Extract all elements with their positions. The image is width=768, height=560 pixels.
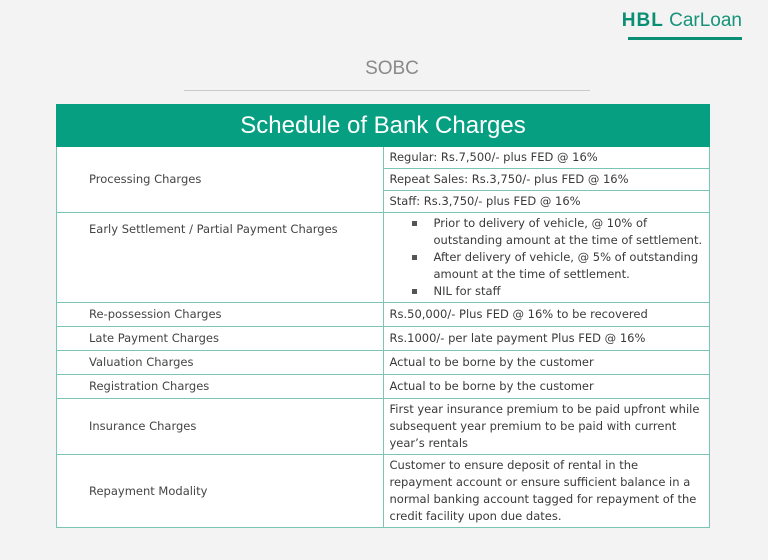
table-header-row <box>57 105 710 147</box>
list-item: NIL for staff <box>412 283 704 300</box>
valuation-label: Valuation Charges <box>57 351 384 375</box>
registration-value: Actual to be borne by the customer <box>383 375 710 399</box>
early-settlement-value <box>383 213 710 303</box>
table-row <box>57 351 710 375</box>
table-title: Schedule of Bank Charges <box>57 105 710 147</box>
late-payment-label: Late Payment Charges <box>57 327 384 351</box>
table-row <box>57 455 710 528</box>
table-row <box>57 213 710 303</box>
insurance-value: First year insurance premium to be paid upfront while subsequent year premium to be paid with current year’s rentals <box>383 399 710 455</box>
brand-hbl: HBL <box>621 10 664 31</box>
processing-staff: Staff: Rs.3,750/- plus FED @ 16% <box>383 191 710 213</box>
table-row <box>57 147 710 169</box>
slide-title: SOBC <box>365 58 419 79</box>
table-row <box>57 327 710 351</box>
brand-carloan: CarLoan <box>669 10 742 31</box>
insurance-label: Insurance Charges <box>57 399 384 455</box>
list-item: After delivery of vehicle, @ 5% of outstanding amount at the time of settlement. <box>412 249 704 283</box>
processing-label: Processing Charges <box>57 147 384 213</box>
repossession-value: Rs.50,000/- Plus FED @ 16% to be recovered <box>383 303 710 327</box>
late-payment-value: Rs.1000/- per late payment Plus FED @ 16% <box>383 327 710 351</box>
title-divider <box>184 90 590 91</box>
repossession-label: Re-possession Charges <box>57 303 384 327</box>
table-row <box>57 375 710 399</box>
repayment-value: Customer to ensure deposit of rental in the repayment account or ensure sufficient balance in a normal banking account tagged for repayment of the credit facility upon due dates. <box>383 455 710 528</box>
charges-table <box>56 104 710 528</box>
list-item: Prior to delivery of vehicle, @ 10% of outstanding amount at the time of settlement. <box>412 215 704 249</box>
early-settlement-list <box>390 215 704 300</box>
brand-underline <box>628 37 742 40</box>
valuation-value: Actual to be borne by the customer <box>383 351 710 375</box>
repayment-label: Repayment Modality <box>57 455 384 528</box>
brand-logo <box>622 10 742 32</box>
early-settlement-label: Early Settlement / Partial Payment Charges <box>57 213 384 303</box>
processing-regular: Regular: Rs.7,500/- plus FED @ 16% <box>383 147 710 169</box>
table-row <box>57 303 710 327</box>
processing-repeat: Repeat Sales: Rs.3,750/- plus FED @ 16% <box>383 169 710 191</box>
table-row <box>57 399 710 455</box>
registration-label: Registration Charges <box>57 375 384 399</box>
